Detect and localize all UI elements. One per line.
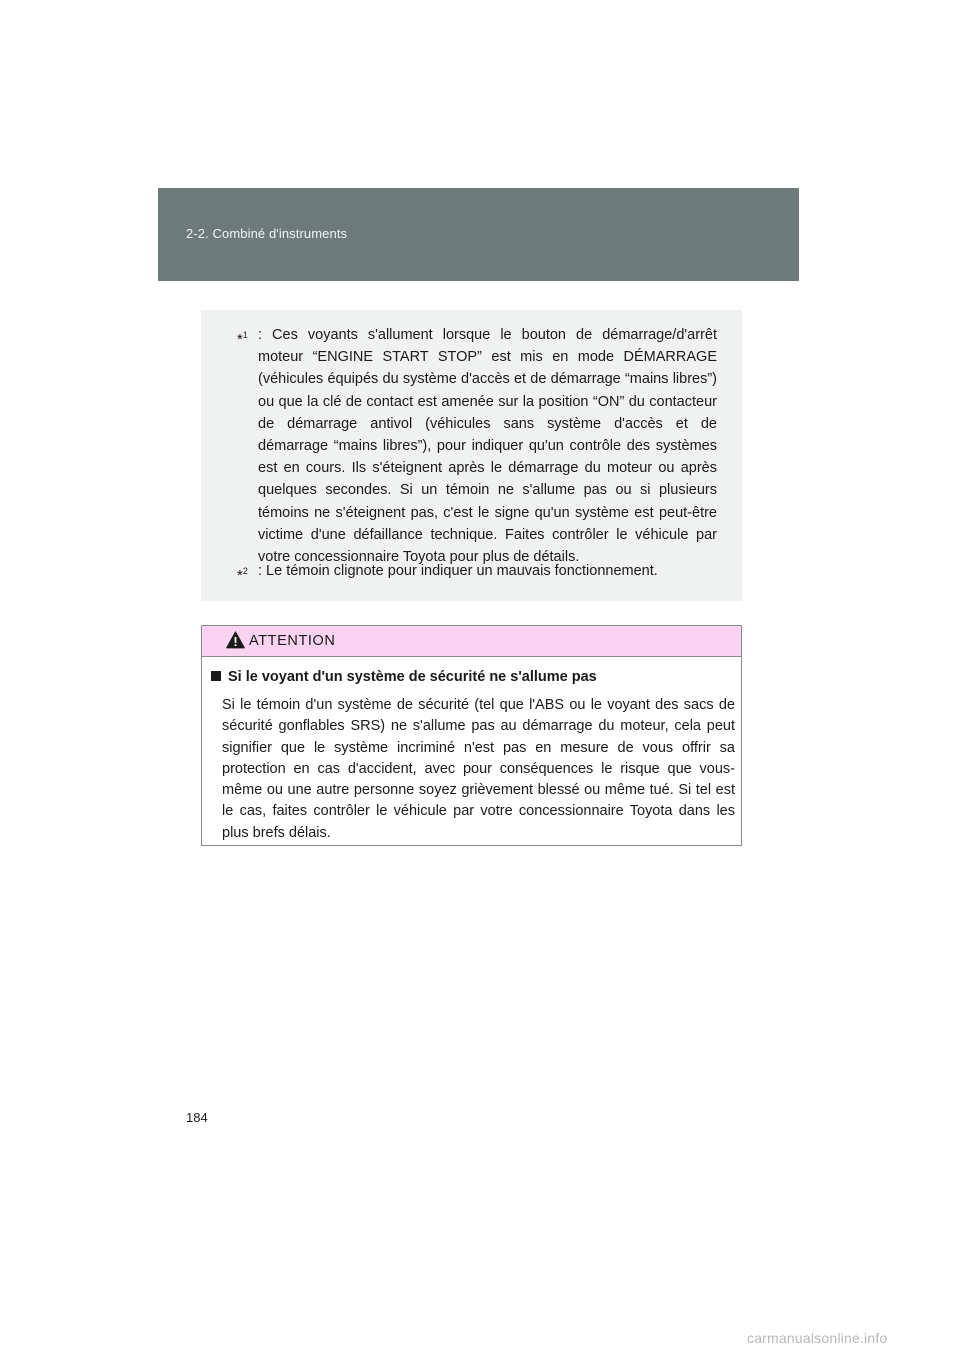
footnote-2-text: : Le témoin clignote pour indiquer un mauvais fonctionnement. (258, 563, 658, 579)
warning-heading (211, 669, 597, 685)
footnote-2-number: 2 (242, 566, 248, 576)
footnote-1-text: : Ces voyants s'allument lorsque le bouton de démarrage/d'arrêt moteur “ENGINE START STOP” est mis en mode DÉMARRAGE (véhicules équipés du système d'accès et de démarrage “mains libres”) ou que la clé de contact est amenée sur la position “ON” du contacteur de démarrage antivol (véhicules sans système d'accès et de démarrage “mains libres”), pour indiquer qu'un contrôle des systèmes est en cours. Ils s'éteignent après le démarrage du moteur ou après quelques secondes. Si un témoin ne s'allume pas ou si plusieurs témoins ne s'éteignent pas, c'est le signe qu'un système est peut-être victime d'une défaillance technique. Faites contrôler le véhicule par votre concessionnaire Toyota pour plus de détails. (258, 327, 717, 566)
warning-title: ATTENTION (249, 633, 336, 649)
asterisk-icon: * (237, 567, 243, 584)
asterisk-icon: * (237, 331, 243, 348)
warning-text: Si le témoin d'un système de sécurité (tel que l'ABS ou le voyant des sacs de sécurité gonflables SRS) ne s'allume pas au démarrage du moteur, cela peut signifier que le système incriminé n'est pas en mesure de vous offrir sa protection en cas d'accident, avec pour conséquences le risque que vous-même ou une autre personne soyez grièvement blessé ou même tué. Si tel est le cas, faites contrôler le véhicule par votre concessionnaire Toyota dans les plus brefs délais. (222, 697, 735, 841)
square-bullet-icon (211, 671, 221, 681)
section-title: 2-2. Combiné d'instruments (186, 226, 348, 241)
warning-box (201, 625, 742, 846)
warning-heading-text: Si le voyant d'un système de sécurité ne s'allume pas (228, 669, 597, 685)
watermark: carmanualsonline.info (747, 1330, 888, 1346)
warning-triangle-icon (226, 631, 245, 649)
footnote-2 (237, 560, 717, 584)
footnote-1-number: 1 (242, 330, 248, 340)
footnotes-box (201, 310, 742, 601)
footnote-1 (237, 324, 717, 568)
footnote-2-marker (237, 560, 248, 587)
warning-header (202, 626, 741, 657)
section-header-band (158, 188, 799, 281)
page-number: 184 (186, 1110, 208, 1125)
footnote-1-marker (237, 324, 248, 351)
